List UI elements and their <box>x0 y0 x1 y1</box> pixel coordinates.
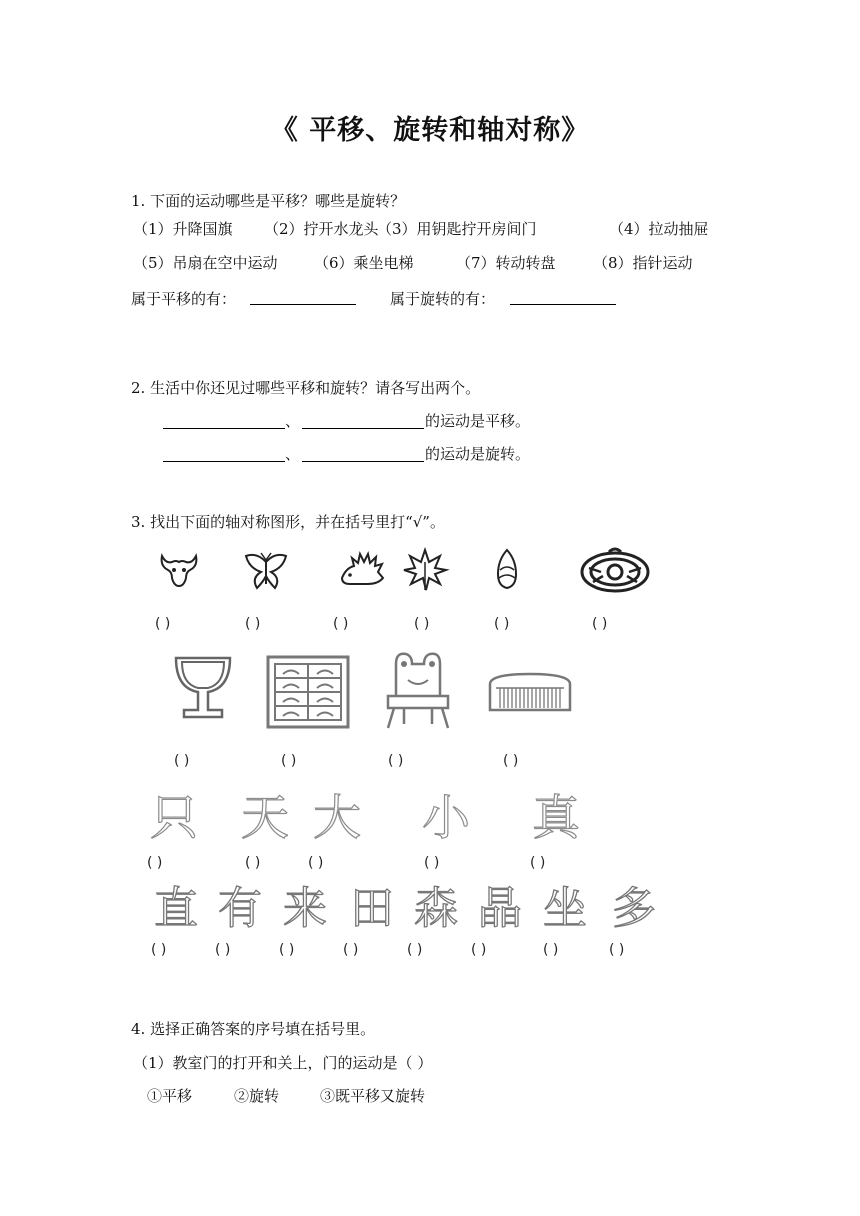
q1-prompt: 1. 下面的运动哪些是平移？哪些是旋转？ <box>131 192 406 210</box>
q3-answer-paren-7[interactable]: ( ) <box>174 753 190 769</box>
page-title: 《 平移、旋转和轴对称》 <box>270 115 590 146</box>
q1-translation-answer-line[interactable] <box>250 304 356 305</box>
q1-item-8: （8）指针运动 <box>593 254 693 272</box>
q2-rotation-blank-1[interactable] <box>163 461 285 462</box>
q3-answer-paren-11[interactable]: ( ) <box>147 855 163 871</box>
ornament-medallion-icon <box>579 546 651 594</box>
q4-option-2: ②旋转 <box>234 1087 280 1105</box>
outline-char: 天 <box>241 790 290 846</box>
q1-item-6: （6）乘坐电梯 <box>314 254 414 272</box>
q1-item-2: （2）拧开水龙头 <box>264 220 379 238</box>
q3-answer-paren-22[interactable]: ( ) <box>543 942 559 958</box>
outline-char: 小 <box>422 790 471 846</box>
q3-answer-paren-6[interactable]: ( ) <box>592 616 608 632</box>
q2-separator-1: 、 <box>285 412 301 430</box>
outline-char: 坐 <box>543 883 587 934</box>
q3-answer-paren-13[interactable]: ( ) <box>308 855 324 871</box>
q3-answer-paren-10[interactable]: ( ) <box>503 753 519 769</box>
q3-answer-paren-21[interactable]: ( ) <box>471 942 487 958</box>
outline-char: 大 <box>313 790 362 846</box>
q2-separator-2: 、 <box>285 445 301 463</box>
q3-answer-paren-17[interactable]: ( ) <box>215 942 231 958</box>
outline-char: 森 <box>414 883 458 934</box>
outline-char: 有 <box>218 883 262 934</box>
q1-item-1: （1）升降国旗 <box>133 220 233 238</box>
q1-item-3: （3）用钥匙拧开房间门 <box>377 220 537 238</box>
q3-answer-paren-23[interactable]: ( ) <box>609 942 625 958</box>
q3-answer-paren-20[interactable]: ( ) <box>407 942 423 958</box>
q4-prompt: 4. 选择正确答案的序号填在括号里。 <box>131 1020 376 1038</box>
outline-char: 晶 <box>478 883 522 934</box>
outline-char: 田 <box>350 883 394 934</box>
q3-answer-paren-15[interactable]: ( ) <box>530 855 546 871</box>
outline-char: 只 <box>150 790 199 846</box>
q2-rotation-suffix: 的运动是旋转。 <box>425 445 531 463</box>
q3-answer-paren-9[interactable]: ( ) <box>388 753 404 769</box>
q1-rotation-answer-line[interactable] <box>510 304 616 305</box>
q2-translation-blank-2[interactable] <box>302 428 424 429</box>
q1-translation-label: 属于平移的有： <box>131 290 237 308</box>
q1-item-5: （5）吊扇在空中运动 <box>133 254 278 272</box>
hedgehog-icon <box>338 548 384 590</box>
q1-rotation-label: 属于旋转的有： <box>390 290 496 308</box>
q3-answer-paren-18[interactable]: ( ) <box>279 942 295 958</box>
q1-item-7: （7）转动转盘 <box>456 254 556 272</box>
q4-option-3: ③既平移又旋转 <box>320 1087 426 1105</box>
outline-char: 多 <box>612 883 656 934</box>
q3-answer-paren-4[interactable]: ( ) <box>414 616 430 632</box>
maple-leaf-icon <box>402 548 448 592</box>
frog-chair-icon <box>382 650 454 732</box>
q4-option-1: ①平移 <box>147 1087 193 1105</box>
outline-char: 真 <box>532 790 581 846</box>
outline-char: 来 <box>283 883 327 934</box>
q3-answer-paren-1[interactable]: ( ) <box>155 616 171 632</box>
q2-translation-suffix: 的运动是平移。 <box>425 412 531 430</box>
butterfly-icon <box>243 550 289 592</box>
q3-answer-paren-2[interactable]: ( ) <box>245 616 261 632</box>
ox-head-icon <box>158 550 200 590</box>
q3-prompt: 3. 找出下面的轴对称图形，并在括号里打“√”。 <box>131 513 445 531</box>
q3-answer-paren-8[interactable]: ( ) <box>281 753 297 769</box>
outline-char: 直 <box>154 883 198 934</box>
q2-prompt: 2. 生活中你还见过哪些平移和旋转？请各写出两个。 <box>131 379 481 397</box>
comb-icon <box>486 670 574 714</box>
drawer-cabinet-icon <box>265 654 351 730</box>
q3-answer-paren-5[interactable]: ( ) <box>494 616 510 632</box>
q3-answer-paren-3[interactable]: ( ) <box>333 616 349 632</box>
q3-answer-paren-16[interactable]: ( ) <box>151 942 167 958</box>
q3-answer-paren-12[interactable]: ( ) <box>245 855 261 871</box>
q3-answer-paren-19[interactable]: ( ) <box>343 942 359 958</box>
q3-answer-paren-14[interactable]: ( ) <box>424 855 440 871</box>
q4-item-1: （1）教室门的打开和关上，门的运动是（ ） <box>133 1054 433 1072</box>
q2-translation-blank-1[interactable] <box>163 428 285 429</box>
q1-item-4: （4）拉动抽屉 <box>609 220 709 238</box>
bamboo-shoot-icon <box>494 548 520 590</box>
q2-rotation-blank-2[interactable] <box>302 461 424 462</box>
goblet-icon <box>170 654 236 722</box>
